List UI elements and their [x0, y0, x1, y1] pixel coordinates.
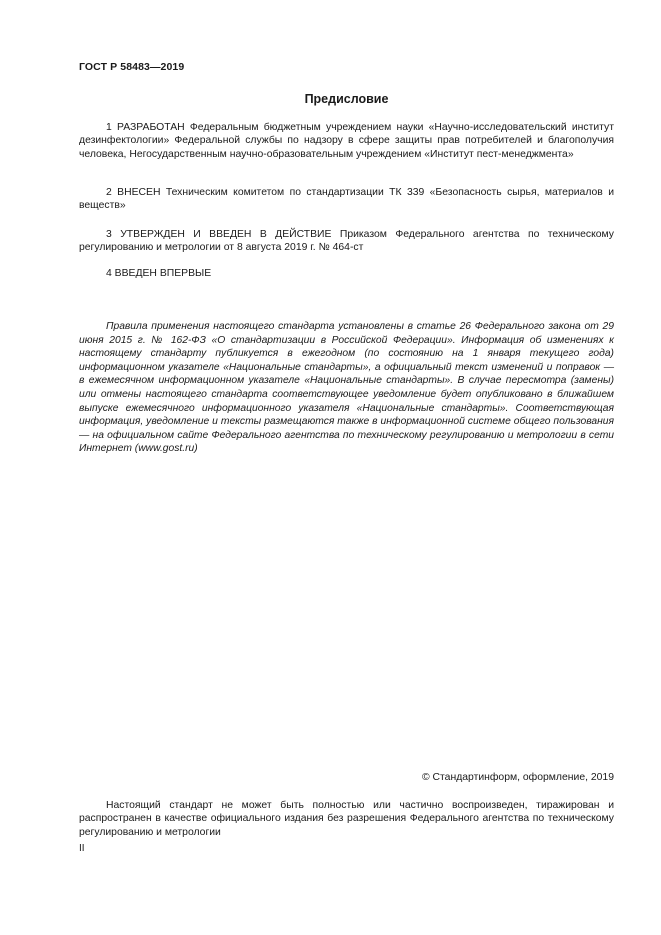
section-title: Предисловие: [304, 92, 389, 106]
paragraph-approved: 3 УТВЕРЖДЕН И ВВЕДЕН В ДЕЙСТВИЕ Приказом Федерального агентства по техническому регулированию и метрологии от 8 августа 2019 г. № 464-ст: [79, 229, 614, 254]
paragraph-first-introduced: 4 ВВЕДЕН ВПЕРВЫЕ: [106, 268, 212, 279]
rules-of-application-notice: Правила применения настоящего стандарта установлены в статье 26 Федерального закона от 29 июня 2015 г. № 162-ФЗ «О стандартизации в Российской Федерации». Информация об изменениях к настоящему стандарту публикуется в ежегодном (по состоянию на 1 января текущего года) информационном указателе «Национальные стандарты», а официальный текст изменений и поправок — в ежемесячном информационном указателе «Национальные стандарты». В случае пересмотра (замены) или отмены настоящего стандарта соответствующее уведомление будет опубликовано в ближайшем выпуске ежемесячного информационного указателя «Национальные стандарты». Соответствующая информация, уведомление и тексты размещаются также в информационной системе общего пользования — на официальном сайте Федерального агентства по техническому регулированию и метрологии в сети Интернет (www.gost.ru): [79, 321, 614, 455]
paragraph-developed-by: 1 РАЗРАБОТАН Федеральным бюджетным учреждением науки «Научно-исследовательский институт дезинфектологии» Федеральной службы по надзору в сфере защиты прав потребителей и благополучия человека, Негосударственным научно-образовательным учреждением «Институт пест-менеджмента»: [79, 122, 614, 160]
copyright-line: © Стандартинформ, оформление, 2019: [421, 772, 614, 783]
paragraph-introduced-by: 2 ВНЕСЕН Техническим комитетом по стандартизации ТК 339 «Безопасность сырья, материалов и веществ»: [79, 187, 614, 212]
page-number: II: [79, 843, 85, 854]
document-code: ГОСТ Р 58483—2019: [79, 61, 185, 73]
reproduction-notice: Настоящий стандарт не может быть полностью или частично воспроизведен, тиражирован и распространен в качестве официального издания без разрешения Федерального агентства по техническому регулированию и метрологии: [79, 800, 614, 838]
